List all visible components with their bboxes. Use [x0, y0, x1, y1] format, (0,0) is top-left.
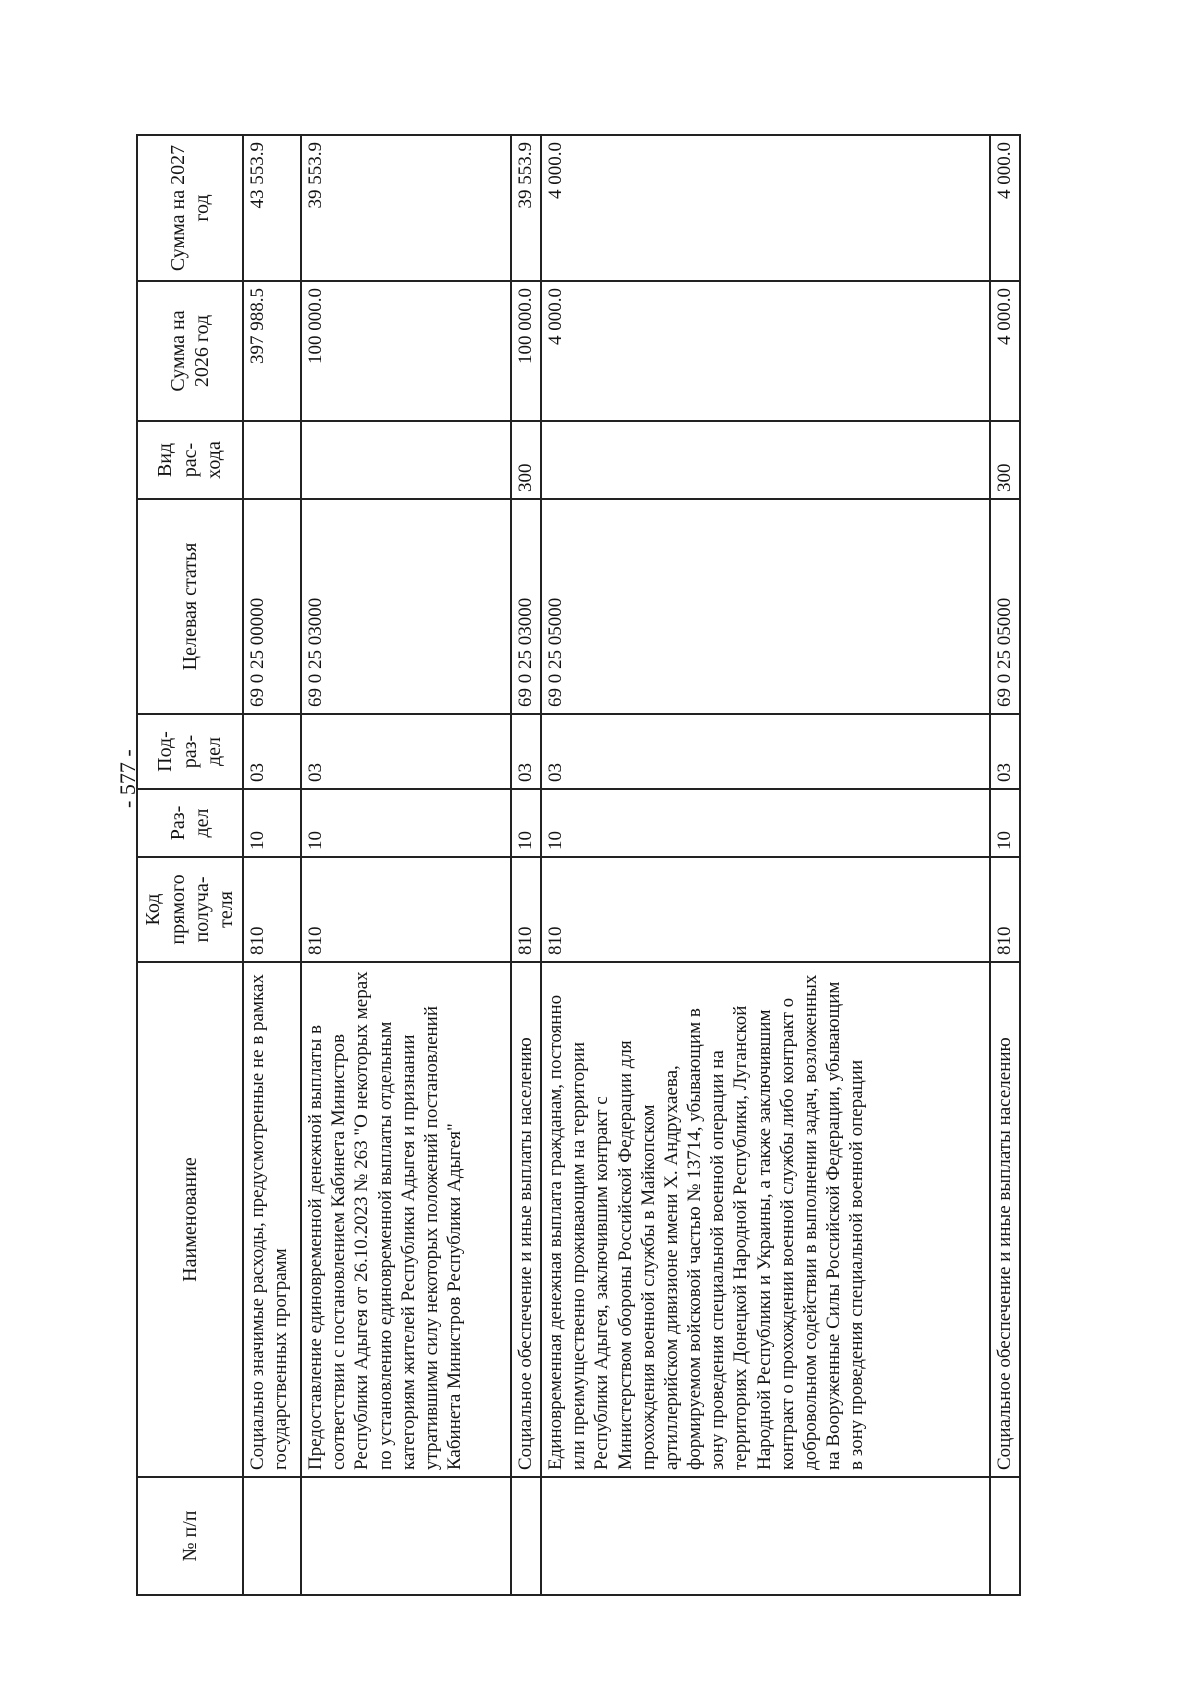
- header-sum-2027: Сумма на 2027 год: [137, 135, 243, 281]
- page-number: - 577 -: [115, 749, 140, 808]
- cell-subsection: 03: [990, 714, 1020, 789]
- cell-recipient: 810: [511, 857, 541, 962]
- cell-sum-2027: 4 000.0: [541, 135, 990, 281]
- cell-name: Социально значимые расходы, предусмотренные не в рамках государственных программ: [243, 962, 301, 1477]
- header-row: [137, 135, 243, 1595]
- cell-name: Социальное обеспечение и иные выплаты населению: [511, 962, 541, 1477]
- cell-target: 69 0 25 00000: [243, 499, 301, 714]
- cell-num: [301, 1477, 511, 1595]
- cell-subsection: 03: [541, 714, 990, 789]
- budget-table: [136, 134, 1021, 1596]
- cell-sum-2026: 100 000.0: [511, 281, 541, 421]
- cell-recipient: 810: [541, 857, 990, 962]
- header-expense: Вид рас-хода: [137, 421, 243, 499]
- cell-section: 10: [301, 789, 511, 857]
- cell-recipient: 810: [990, 857, 1020, 962]
- header-name: Наименование: [137, 962, 243, 1477]
- table-row: [301, 135, 511, 1595]
- cell-num: [990, 1477, 1020, 1595]
- cell-sum-2027: 4 000.0: [990, 135, 1020, 281]
- table-row: [511, 135, 541, 1595]
- header-target: Целевая статья: [137, 499, 243, 714]
- cell-section: 10: [243, 789, 301, 857]
- cell-recipient: 810: [301, 857, 511, 962]
- cell-sum-2026: 4 000.0: [990, 281, 1020, 421]
- cell-recipient: 810: [243, 857, 301, 962]
- cell-section: 10: [990, 789, 1020, 857]
- cell-target: 69 0 25 03000: [301, 499, 511, 714]
- cell-sum-2026: 100 000.0: [301, 281, 511, 421]
- cell-expense: [301, 421, 511, 499]
- cell-expense: [541, 421, 990, 499]
- cell-sum-2026: 397 988.5: [243, 281, 301, 421]
- header-sum-2026: Сумма на 2026 год: [137, 281, 243, 421]
- cell-name: Предоставление единовременной денежной выплаты в соответствии с постановлением Кабинета Министров Республики Адыгея от 26.10.2023 № 263 "О некоторых мерах по установлению единовременной выплаты отдельным категориям жителей Республики Адыгея и признании утратившими силу некоторых положений постановлений Кабинета Министров Республики Адыгея": [301, 962, 511, 1477]
- header-num: № п/п: [137, 1477, 243, 1595]
- cell-section: 10: [511, 789, 541, 857]
- cell-name: Социальное обеспечение и иные выплаты населению: [990, 962, 1020, 1477]
- cell-target: 69 0 25 05000: [990, 499, 1020, 714]
- cell-sum-2026: 4 000.0: [541, 281, 990, 421]
- cell-subsection: 03: [301, 714, 511, 789]
- header-subsection: Под-раз-дел: [137, 714, 243, 789]
- cell-sum-2027: 39 553.9: [511, 135, 541, 281]
- header-section: Раз-дел: [137, 789, 243, 857]
- table-row: [990, 135, 1020, 1595]
- cell-sum-2027: 43 553.9: [243, 135, 301, 281]
- cell-expense: 300: [990, 421, 1020, 499]
- cell-section: 10: [541, 789, 990, 857]
- cell-target: 69 0 25 05000: [541, 499, 990, 714]
- budget-table-container: [136, 136, 1021, 1596]
- cell-subsection: 03: [243, 714, 301, 789]
- cell-target: 69 0 25 03000: [511, 499, 541, 714]
- cell-num: [511, 1477, 541, 1595]
- table-row: [541, 135, 990, 1595]
- table-row: [243, 135, 301, 1595]
- cell-num: [541, 1477, 990, 1595]
- header-recipient: Код прямого получа-теля: [137, 857, 243, 962]
- cell-num: [243, 1477, 301, 1595]
- cell-subsection: 03: [511, 714, 541, 789]
- cell-name: Единовременная денежная выплата гражданам, постоянно или преимущественно проживающим на территории Республики Адыгея, заключившим контракт с Министерством обороны Российской Федерации для прохождения военной службы в Майкопском артиллерийском дивизионе имени Х. Андрухаева, формируемом войсковой частью № 13714, убывающим в зону проведения специальной военной операции на территориях Донецкой Народной Республики, Луганской Народной Республики и Украины, а также заключившим контракт о прохождении военной службы либо контракт о добровольном содействии в выполнении задач, возложенных на Вооруженные Силы Российской Федерации, убывающим в зону проведения специальной военной операции: [541, 962, 990, 1477]
- cell-expense: [243, 421, 301, 499]
- cell-expense: 300: [511, 421, 541, 499]
- cell-sum-2027: 39 553.9: [301, 135, 511, 281]
